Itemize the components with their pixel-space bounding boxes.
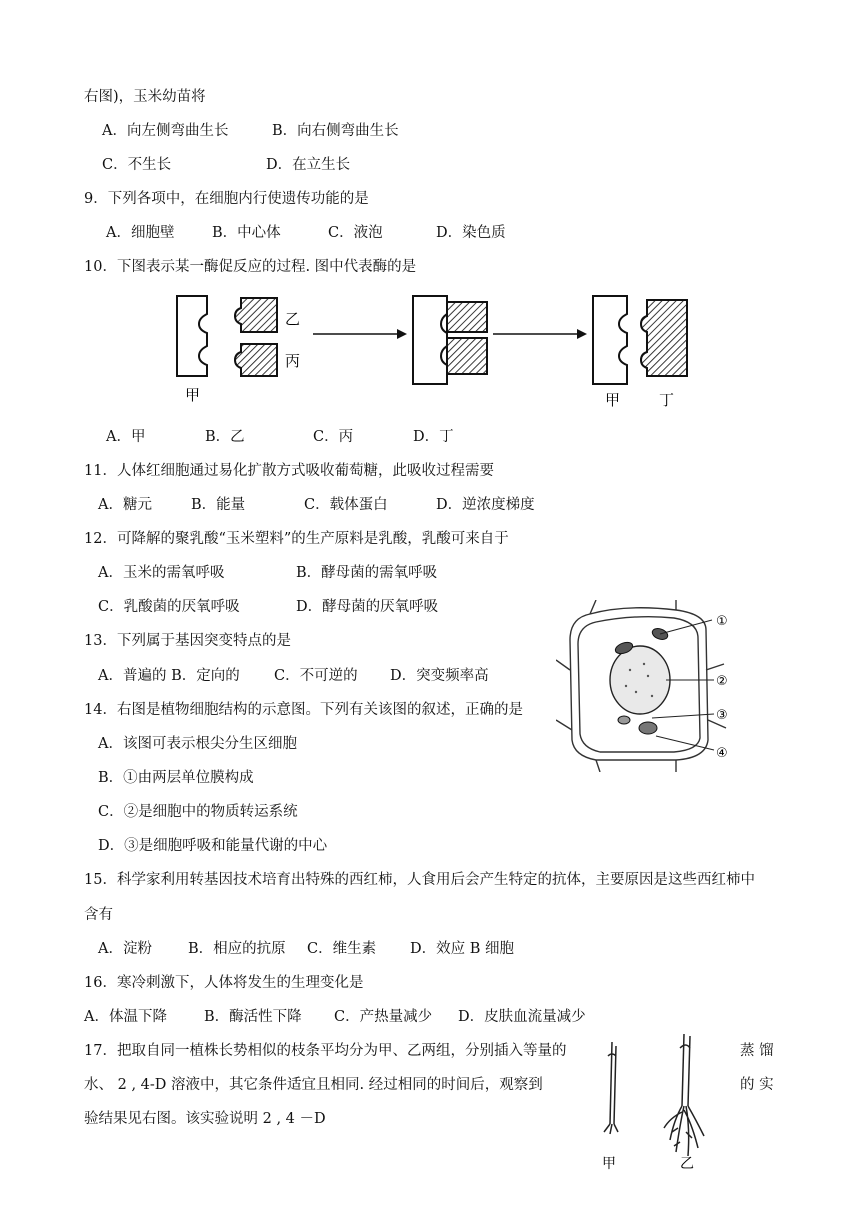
label-jia: 甲 <box>185 386 201 404</box>
text-line: 右图)，玉米幼苗将 <box>84 89 206 105</box>
option-d: D．效应 B 细胞 <box>410 941 514 957</box>
option-b: B．乙 <box>205 429 245 445</box>
question-17-right-2: 的 实 <box>740 1077 774 1093</box>
enzyme-reaction-figure <box>165 288 710 413</box>
option-d: D．逆浓度梯度 <box>436 497 535 513</box>
option-b: B．中心体 <box>212 225 281 241</box>
option-c: C．②是细胞中的物质转运系统 <box>98 804 298 820</box>
substrate-yi-shape <box>235 298 277 332</box>
label-2: ② <box>716 674 728 689</box>
product-ding-shape <box>641 300 687 376</box>
question-17: 17．把取自同一植株长势相似的枝条平均分为甲、乙两组，分别插入等量的 <box>84 1043 567 1059</box>
option-c: C．载体蛋白 <box>304 497 388 513</box>
option-c: C．不生长 <box>102 157 172 173</box>
option-a: A．细胞壁 <box>106 225 175 241</box>
option-d: D．③是细胞呼吸和能量代谢的中心 <box>98 838 328 854</box>
question-15-continued: 含有 <box>84 907 113 923</box>
label-4: ④ <box>716 746 728 761</box>
option-c: C．乳酸菌的厌氧呼吸 <box>98 599 240 615</box>
option-a-b: A．普遍的 B．定向的 <box>98 668 240 684</box>
question-12: 12．可降解的聚乳酸“玉米塑料”的生产原料是乳酸，乳酸可来自于 <box>84 531 509 547</box>
option-a: A．淀粉 <box>98 941 152 957</box>
option-a: A．糖元 <box>98 497 152 513</box>
question-10: 10．下图表示某一酶促反应的过程. 图中代表酶的是 <box>84 259 417 275</box>
question-13: 13．下列属于基因突变特点的是 <box>84 633 291 649</box>
option-a: A．该图可表示根尖分生区细胞 <box>98 736 297 752</box>
substrate-bing-shape <box>235 344 277 376</box>
option-d: D．在立生长 <box>266 157 351 173</box>
option-a: A．甲 <box>106 429 146 445</box>
branch-cuttings-figure <box>594 1028 724 1176</box>
option-b: B．酶活性下降 <box>204 1009 302 1025</box>
question-15: 15．科学家利用转基因技术培育出特殊的西红柿，人食用后会产生特定的抗体，主要原因是这些西红柿中 <box>84 872 755 888</box>
option-a: A．体温下降 <box>84 1009 167 1025</box>
label-bing: 丙 <box>285 352 301 370</box>
option-d: D．丁 <box>413 429 454 445</box>
option-c: C．产热量减少 <box>334 1009 433 1025</box>
option-b: B．酵母菌的需氧呼吸 <box>296 565 438 581</box>
option-b: B．能量 <box>191 497 246 513</box>
label-jia: 甲 <box>602 1156 616 1172</box>
option-b: B．①由两层单位膜构成 <box>98 770 254 786</box>
option-a: A．玉米的需氧呼吸 <box>98 565 225 581</box>
option-c: C．维生素 <box>307 941 377 957</box>
option-d: D．皮肤血流量减少 <box>458 1009 586 1025</box>
question-17-line-3: 验结果见右图。该实验说明 2 , 4 －D <box>84 1111 326 1127</box>
label-ding: 丁 <box>659 391 675 409</box>
enzyme-jia-released-shape <box>593 296 627 384</box>
option-b: B．向右侧弯曲生长 <box>272 123 399 139</box>
option-c: C．液泡 <box>328 225 383 241</box>
question-14: 14．右图是植物细胞结构的示意图。下列有关该图的叙述，正确的是 <box>84 702 523 718</box>
label-yi: 乙 <box>680 1156 694 1172</box>
option-a: A．向左侧弯曲生长 <box>102 123 229 139</box>
enzyme-substrate-complex-shape <box>413 296 447 384</box>
option-d: D．酵母菌的厌氧呼吸 <box>296 599 439 615</box>
label-1: ① <box>716 614 728 629</box>
option-c: C．丙 <box>313 429 354 445</box>
option-d: D．染色质 <box>436 225 506 241</box>
label-jia-2: 甲 <box>605 391 621 409</box>
label-yi: 乙 <box>285 310 301 328</box>
question-11: 11．人体红细胞通过易化扩散方式吸收葡萄糖，此吸收过程需要 <box>84 463 494 479</box>
enzyme-jia-shape <box>177 296 207 376</box>
question-9: 9．下列各项中，在细胞内行使遗传功能的是 <box>84 191 369 207</box>
question-17-line-2: 水、 2 , 4-D 溶液中，其它条件适宜且相同. 经过相同的时间后，观察到 <box>84 1077 543 1093</box>
option-c: C．不可逆的 <box>274 668 358 684</box>
option-b: B．相应的抗原 <box>188 941 286 957</box>
question-17-right-1: 蒸 馏 <box>740 1043 774 1059</box>
question-16: 16．寒冷刺激下，人体将发生的生理变化是 <box>84 975 364 991</box>
plant-cell-figure <box>556 600 746 772</box>
label-3: ③ <box>716 708 728 723</box>
nucleus-shape <box>610 646 670 714</box>
option-d: D．突变频率高 <box>390 668 489 684</box>
